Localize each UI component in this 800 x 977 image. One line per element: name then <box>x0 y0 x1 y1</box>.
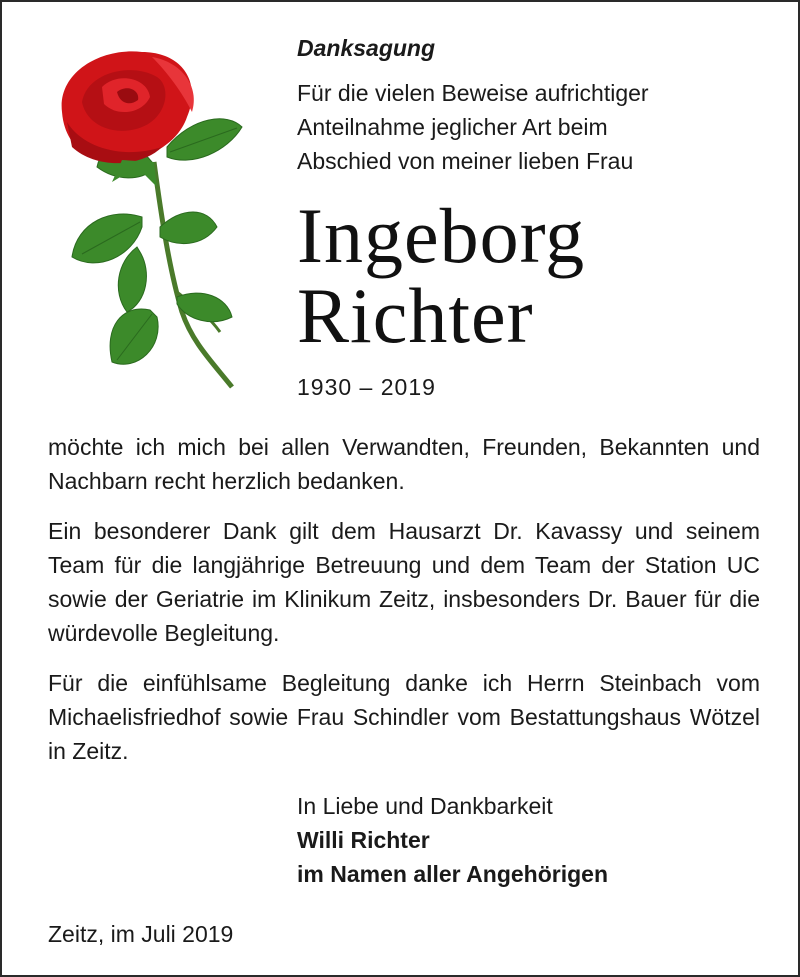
life-dates: 1930 – 2019 <box>297 374 436 400</box>
paragraph-3: Für die einfühlsame Begleitung danke ich Herrn Steinbach vom Michaelisfriedhof sowie Frau Schindler vom Bestattungshaus Wötzel in Zeitz. <box>48 670 760 764</box>
red-rose-icon <box>42 42 257 402</box>
body-text <box>48 430 760 784</box>
signer-note: im Namen aller Angehörigen <box>297 861 608 887</box>
signer-name: Willi Richter <box>297 827 430 853</box>
deceased-name <box>297 192 787 359</box>
notice-title: Danksagung <box>297 35 436 61</box>
closing-block <box>297 789 767 891</box>
closing-line: In Liebe und Dankbarkeit <box>297 793 553 819</box>
intro-line-2: Anteilnahme jeglicher Art beim <box>297 114 608 140</box>
paragraph-2: Ein besonderer Dank gilt dem Hausarzt Dr. Kavassy und seinem Team für die langjährige Betreuung und dem Team der Station UC sowie der Geriatrie im Klinikum Zeitz, insbesonders Dr. Bauer für die würdevolle Begleitung. <box>48 518 760 646</box>
header-block <box>297 32 787 402</box>
intro-line-1: Für die vielen Beweise aufrichtiger <box>297 80 649 106</box>
deceased-first-name: Ingeborg <box>297 192 586 279</box>
deceased-last-name: Richter <box>297 272 534 359</box>
intro-line-3: Abschied von meiner lieben Frau <box>297 148 634 174</box>
paragraph-1: möchte ich mich bei allen Verwandten, Freunden, Bekannten und Nachbarn recht herzlich bedanken. <box>48 434 760 494</box>
place-date: Zeitz, im Juli 2019 <box>48 921 234 947</box>
